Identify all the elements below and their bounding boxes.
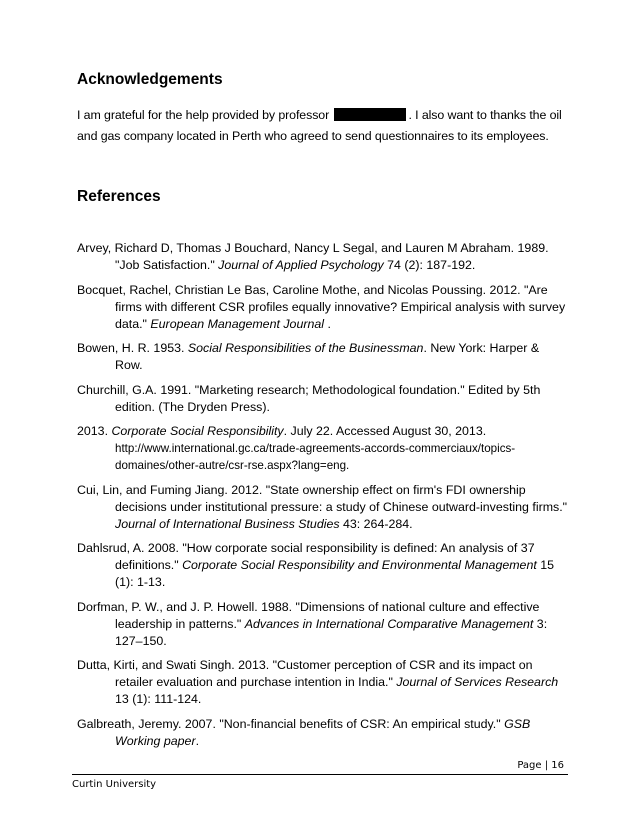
reference-url[interactable]: http://www.international.gc.ca/trade-agreements-accords-commerciaux/topics-domaines/other-autre/csr-rse.aspx?lang=eng.	[115, 442, 516, 472]
reference-title: Social Responsibilities of the Businessman	[187, 341, 424, 355]
reference-entry	[77, 599, 569, 650]
reference-text: Bowen, H. R. 1953.	[77, 341, 188, 355]
reference-text: Dutta, Kirti, and Swati Singh. 2013. "Customer perception of CSR and its impact on retailer evaluation and purchase intention in India."	[77, 658, 533, 689]
reference-title: Journal of International Business Studies	[115, 516, 340, 531]
redaction-box	[334, 108, 406, 121]
reference-entry	[77, 482, 569, 533]
reference-text: Bocquet, Rachel, Christian Le Bas, Caroline Mothe, and Nicolas Poussing. 2012. "Are firms with different CSR profiles equally innovative? Empirical analysis with survey data."	[77, 282, 566, 331]
reference-title: Advances in International Comparative Management	[244, 616, 534, 631]
reference-entry	[77, 340, 569, 374]
reference-title: European Management Journal	[150, 316, 324, 331]
reference-title: Journal of Applied Psychology	[218, 258, 384, 272]
acknowledgements-text-before: I am grateful for the help provided by professor	[77, 108, 330, 122]
reference-details: . July 22. Accessed August 30, 2013.	[283, 424, 487, 438]
reference-entry	[77, 240, 569, 274]
page-number: Page | 16	[517, 760, 564, 771]
acknowledgements-heading: Acknowledgements	[77, 71, 223, 88]
reference-entry	[77, 540, 569, 591]
reference-title: Journal of Services Research	[396, 675, 559, 689]
reference-title: GSB Working paper	[115, 716, 531, 748]
reference-entry	[77, 282, 569, 333]
footer-divider	[72, 774, 568, 775]
footer-institution: Curtin University	[72, 779, 157, 790]
references-list	[77, 240, 569, 757]
reference-details: 13 (1): 111-124.	[115, 692, 202, 706]
reference-entry	[77, 382, 569, 416]
reference-title: Corporate Social Responsibility	[111, 424, 284, 438]
reference-details: 15 (1): 1-13.	[115, 558, 555, 589]
reference-text: Arvey, Richard D, Thomas J Bouchard, Nancy L Segal, and Lauren M Abraham. 1989. "Job Satisfaction."	[77, 241, 549, 272]
reference-text: 2013.	[77, 424, 112, 438]
reference-text: Cui, Lin, and Fuming Jiang. 2012. "State ownership effect on firm's FDI ownership decisions under institutional pressure: a study of Chinese outward-investing firms."	[77, 482, 568, 514]
reference-entry	[77, 423, 569, 474]
reference-details: . New York: Harper & Row.	[115, 341, 540, 372]
reference-text: Galbreath, Jeremy. 2007. "Non-financial benefits of CSR: An empirical study."	[77, 716, 505, 731]
reference-entry	[77, 716, 569, 750]
reference-details: .	[324, 316, 331, 331]
acknowledgements-text-after: . I also want to thanks the oil and gas company located in Perth who agreed to send questionnaires to its employees.	[77, 108, 562, 143]
reference-details: .	[195, 733, 200, 748]
reference-text: Dorfman, P. W., and J. P. Howell. 1988. "Dimensions of national culture and effective leadership in patterns."	[77, 599, 540, 631]
reference-text: Dahlsrud, A. 2008. "How corporate social responsibility is defined: An analysis of 37 definitions."	[77, 541, 535, 572]
reference-entry	[77, 657, 569, 708]
references-heading: References	[77, 188, 161, 205]
acknowledgements-paragraph	[77, 105, 577, 147]
reference-details: 43: 264-284.	[339, 516, 413, 531]
reference-title: Corporate Social Responsibility and Environmental Management	[182, 558, 537, 572]
reference-details: 74 (2): 187-192.	[383, 258, 476, 272]
reference-details: 3: 127–150.	[115, 616, 548, 648]
reference-text: Churchill, G.A. 1991. "Marketing research; Methodological foundation." Edited by 5th edition. (The Dryden Press).	[77, 382, 541, 414]
